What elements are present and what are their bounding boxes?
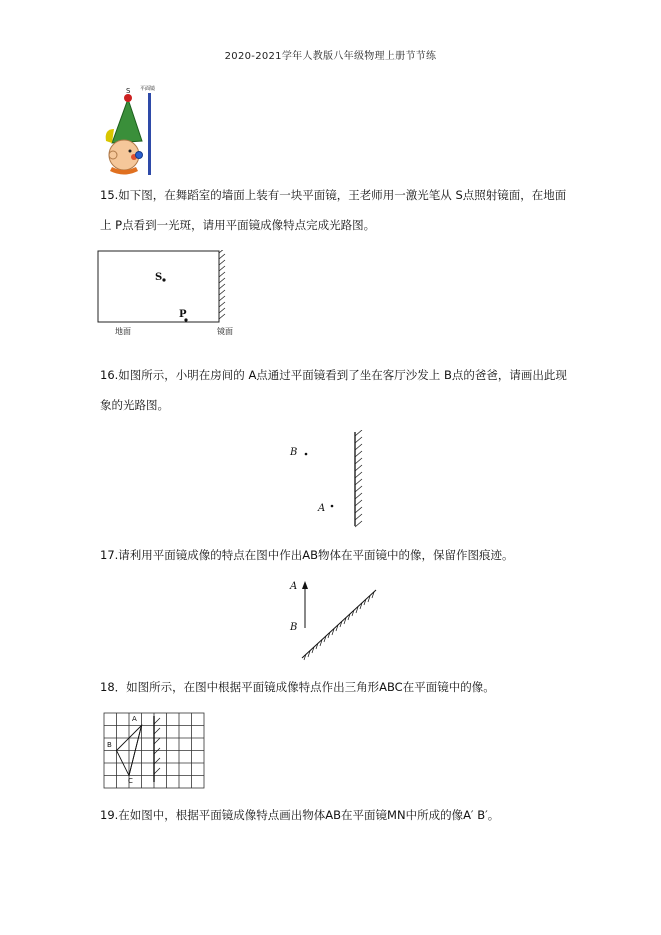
figure-q16 [285,430,375,530]
q18-c-label: C [128,777,133,785]
point-a-dot [331,505,334,508]
source-s-label: S [126,87,131,95]
arrow-head-icon [302,581,308,589]
question-18-text: 18．如图所示，在图中根据平面镜成像特点作出三角形ABC在平面镜中的像。 [100,680,495,694]
q18-grid-drawing [103,712,207,790]
point-b-dot [305,453,308,456]
mirror-label: 平面镜 [140,86,156,92]
q16-a-label: A [318,503,326,514]
question-17-text: 17.请利用平面镜成像的特点在图中作出AB物体在平面镜中的像，保留作图痕迹。 [100,548,514,562]
q15-mirror-label: 镜面 [217,327,233,336]
page-header: 2020-2021学年人教版八年级物理上册节节练 [224,51,437,62]
figure-q15 [97,250,242,340]
question-19-text: 19.在如图中，根据平面镜成像特点画出物体AB在平面镜MN中所成的像A′ B′。 [100,808,500,822]
q18-a-label: A [132,715,137,723]
figure-elf-mirror [98,85,168,180]
figure-q17 [288,578,380,663]
question-16-text: 16.如图所示，小明在房间的 A点通过平面镜看到了坐在客厅沙发上 B点的爸爸，请画出此现象的光路图。 [100,368,567,412]
question-15-text: 15.如下图，在舞蹈室的墙面上装有一块平面镜，王老师用一激光笔从 S点照射镜面，在地面上 P点看到一光斑，请用平面镜成像特点完成光路图。 [100,188,567,232]
point-s-dot [162,278,165,281]
q18-b-label: B [107,741,112,749]
q16-mirror-drawing [285,430,375,530]
red-ball-icon [124,94,132,102]
q17-arrow-mirror-drawing [288,578,380,663]
elf-mirror-drawing [98,85,168,180]
figure-q18 [103,712,207,790]
q17-a-label: A [290,581,298,592]
q15-ground-label: 地面 [115,327,131,336]
q15-s-label: S [155,272,163,283]
q15-p-label: P [179,309,187,320]
q16-b-label: B [290,447,298,458]
q17-b-label: B [290,622,298,633]
